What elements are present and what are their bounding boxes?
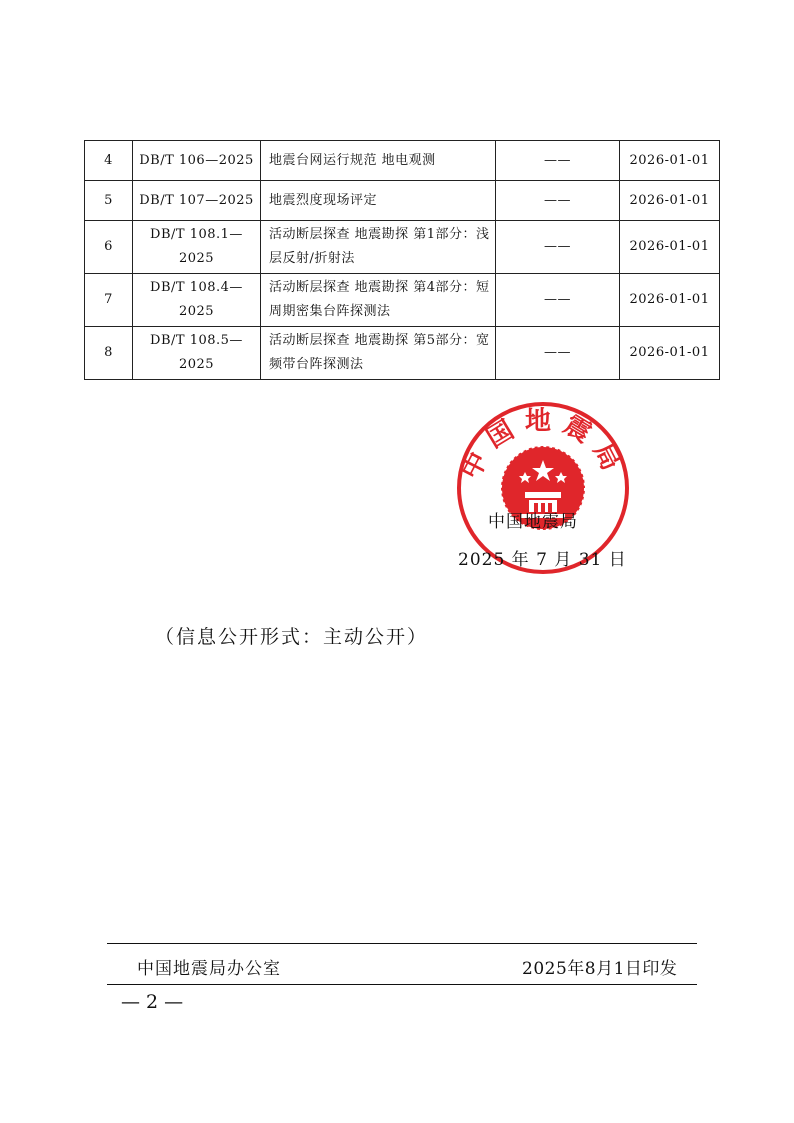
effective-date: 2026-01-01 <box>620 141 720 181</box>
standard-code: DB/T 106—2025 <box>133 141 261 181</box>
row-number: 4 <box>85 141 133 181</box>
table-row <box>85 327 720 380</box>
replaced-standard: —— <box>496 141 620 181</box>
effective-date: 2026-01-01 <box>620 327 720 380</box>
standard-code: DB/T 108.5—2025 <box>133 327 261 380</box>
standard-name: 地震烈度现场评定 <box>261 181 496 221</box>
seal-text: 中国地震局 <box>455 406 631 485</box>
standard-code: DB/T 108.4—2025 <box>133 274 261 327</box>
issue-date: 2025 年 7 月 31 日 <box>458 550 627 570</box>
issuing-office: 中国地震局办公室 <box>137 959 281 979</box>
standards-table <box>84 140 720 380</box>
effective-date: 2026-01-01 <box>620 221 720 274</box>
table-row <box>85 274 720 327</box>
effective-date: 2026-01-01 <box>620 181 720 221</box>
replaced-standard: —— <box>496 181 620 221</box>
table-row <box>85 141 720 181</box>
standard-name: 地震台网运行规范 地电观测 <box>261 141 496 181</box>
issuer-name: 中国地震局 <box>488 512 578 532</box>
standard-name: 活动断层探查 地震勘探 第1部分：浅层反射/折射法 <box>261 221 496 274</box>
row-number: 7 <box>85 274 133 327</box>
standard-code: DB/T 108.1—2025 <box>133 221 261 274</box>
disclosure-note: （信息公开形式：主动公开） <box>155 626 429 648</box>
table-row <box>85 221 720 274</box>
table-row <box>85 181 720 221</box>
row-number: 6 <box>85 221 133 274</box>
footer-top-rule <box>107 943 697 944</box>
replaced-standard: —— <box>496 327 620 380</box>
standard-name: 活动断层探查 地震勘探 第5部分：宽频带台阵探测法 <box>261 327 496 380</box>
standard-name: 活动断层探查 地震勘探 第4部分：短周期密集台阵探测法 <box>261 274 496 327</box>
row-number: 5 <box>85 181 133 221</box>
replaced-standard: —— <box>496 274 620 327</box>
footer-bottom-rule <box>107 984 697 985</box>
standard-code: DB/T 107—2025 <box>133 181 261 221</box>
print-date: 2025年8月1日印发 <box>522 959 678 979</box>
row-number: 8 <box>85 327 133 380</box>
effective-date: 2026-01-01 <box>620 274 720 327</box>
replaced-standard: —— <box>496 221 620 274</box>
page-number: — 2 — <box>121 991 184 1013</box>
